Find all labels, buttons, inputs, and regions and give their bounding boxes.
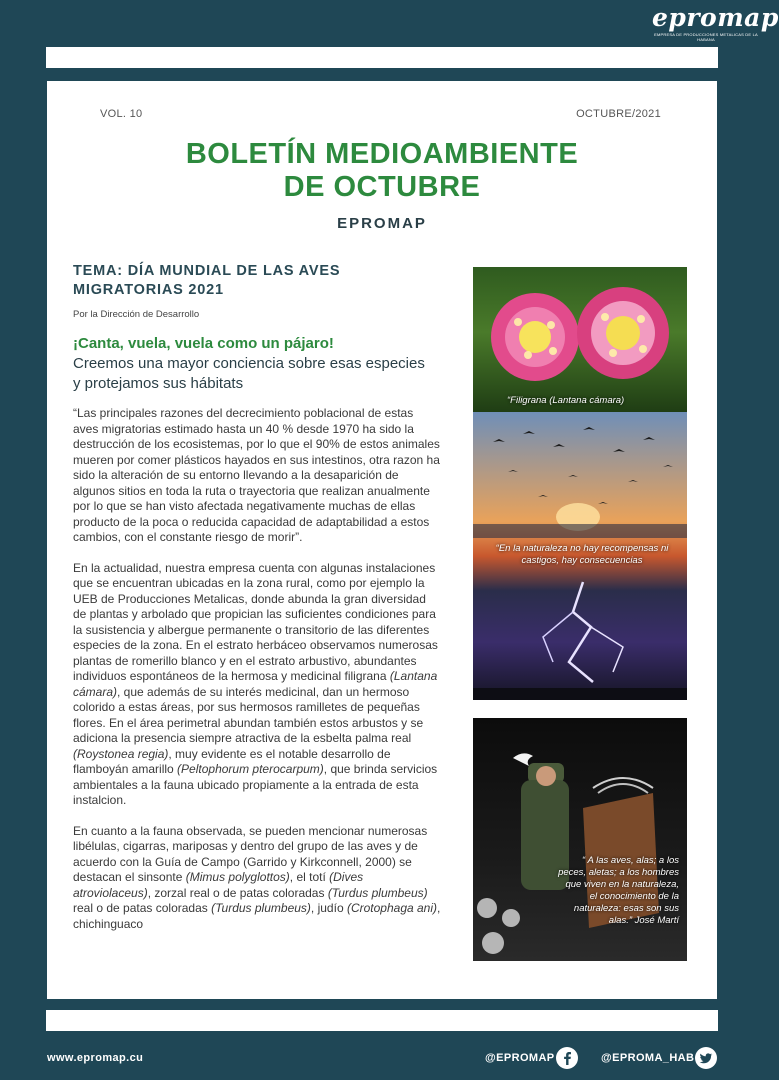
p3-text: , chichinguaco bbox=[73, 901, 441, 931]
p3-species-turdus: (Turdus plumbeus) bbox=[327, 885, 428, 900]
twitter-handle[interactable]: @EPROMA_HAB bbox=[601, 1052, 695, 1064]
topic-line-2: MIGRATORIAS 2021 bbox=[73, 282, 224, 298]
twitter-icon[interactable] bbox=[695, 1047, 717, 1069]
title-line-2: DE OCTUBRE bbox=[283, 171, 481, 203]
p3-species-mimus: (Mimus polyglottos) bbox=[185, 870, 290, 884]
paragraph-1-text: “Las principales razones del decrecimiento poblacional de estas aves migratorias estimado hasta un 40 % desde 1970 ha sido la destrucción de los ecosistemas, por lo que el 90% de estos animales mueren por comer plásticos hayados en sus intestinos, otra razon ha sido la alteración de su entorno llevando a la desaparición de algunos sitios en toda la ruta o trayectoria que realizan anualmente por lo que se han visto afectada negativamente muchas de ellas producto de la poca o reducida capacidad de adaptabilidad a estos cambios, con el constante riesgo de morir”. bbox=[73, 406, 440, 544]
website-link[interactable]: www.epromap.cu bbox=[47, 1052, 144, 1064]
volume-label: VOL. 10 bbox=[100, 108, 143, 120]
topic-heading bbox=[73, 262, 433, 300]
caption-nature: “En la naturaleza no hay recompensas ni castigos, hay consecuencias bbox=[495, 543, 669, 566]
p3-text: , judío bbox=[310, 901, 347, 915]
logo-word: epromap bbox=[652, 3, 779, 32]
p2-species-peltophorum: (Peltophorum pterocarpum) bbox=[177, 762, 324, 776]
p2-text: En la actualidad, nuestra empresa cuenta con algunas instalaciones que se encuentran ubicadas en la zona rural, como por ejemplo la UEB de Producciones Metalicas, donde abunda la gran diversidad de plantas y arbolado que propician las suficientes condiciones para la susistencia y albergue permanente o transitorio de las diferentes especies de la zona. En el estrato herbáceo observamos numerosas plantas de romerillo blanco y en el estrato arbustivo, abundantes individuos espontáneos de la hermosa y medicinal filigrana bbox=[73, 560, 438, 683]
top-bar bbox=[46, 47, 718, 68]
paragraph-1 bbox=[73, 406, 441, 546]
page-title bbox=[47, 138, 717, 204]
epromap-logo bbox=[652, 3, 779, 46]
birds-sunset-photo bbox=[473, 412, 687, 700]
newsletter-page bbox=[47, 81, 717, 999]
title-line-1: BOLETÍN MEDIOAMBIENTE bbox=[185, 138, 579, 170]
p3-text: , zorzal real o de patas coloradas bbox=[147, 885, 328, 900]
lantana-flower-photo bbox=[473, 267, 687, 412]
article-body bbox=[73, 406, 441, 947]
organization-name: EPROMAP bbox=[337, 215, 427, 232]
caption-lantana: “Filigrana (Lantana cámara) bbox=[507, 395, 625, 406]
headline-main: ¡Canta, vuela, vuela como un pájaro! bbox=[73, 335, 334, 352]
facebook-icon[interactable] bbox=[556, 1047, 578, 1069]
p3-text: , el totí bbox=[289, 870, 330, 884]
p3-species-turdus-2: (Turdus plumbeus) bbox=[211, 901, 311, 915]
p2-text: , que brinda servicios ambientales a la fauna ubicado propiamente a la entrada de esta instalcion. bbox=[73, 762, 438, 807]
p2-text: , muy evidente es el notable desarrollo de flamboyán amarillo bbox=[73, 746, 391, 776]
lantana-flower-icon bbox=[473, 267, 687, 412]
topic-line-1: TEMA: DÍA MUNDIAL DE LAS AVES bbox=[73, 263, 341, 279]
caption-marti-quote: “ A las aves, alas; a los peces, aletas; a los hombres que viven en la naturaleza, el conocimiento de la naturaleza: esas son sus alas.” José Martí bbox=[558, 855, 679, 926]
bottom-bar bbox=[46, 1010, 718, 1031]
p3-text: real o de patas coloradas bbox=[73, 901, 212, 915]
paragraph-3 bbox=[73, 824, 441, 933]
headline-sub: Creemos una mayor conciencia sobre esas especies y protejamos sus hábitats bbox=[73, 355, 425, 392]
p3-text: En cuanto a la fauna observada, se pueden mencionar numerosas libélulas, cigarras, mariposas y dentro del grupo de las aves y de acuerdo con la Guía de Campo (Garrido y Kirkconnell, 2000) se destacan el sinsonte bbox=[73, 823, 428, 884]
facebook-handle[interactable]: @EPROMAP bbox=[485, 1052, 555, 1064]
byline: Por la Dirección de Desarrollo bbox=[73, 309, 200, 320]
p2-species-lantana: Lantana cámara) bbox=[73, 669, 438, 699]
p3-species-dives: (Dives atroviolaceus) bbox=[73, 870, 364, 900]
logo-subtitle: EMPRESA DE PRODUCCIONES METALICAS DE LA HABANA bbox=[654, 32, 758, 42]
speaker-podium-photo bbox=[473, 718, 687, 961]
p2-species-roystonea: (Roystonea regia) bbox=[73, 746, 169, 761]
headline bbox=[73, 334, 433, 394]
p3-species-crotophaga: (Crotophaga ani) bbox=[346, 901, 438, 915]
p2-text: , que además de su interés medicinal, dan un hermoso colorido a estas áreas, por sus hermosos ramilletes de pequeñas flores. En el área perimetral abundan también estos arbustos y se adiciona la presencia siempre atractiva de la esbelta palma real bbox=[73, 684, 424, 745]
issue-date: OCTUBRE/2021 bbox=[576, 108, 661, 120]
paragraph-2 bbox=[73, 561, 441, 809]
p2-paren: ( bbox=[389, 669, 394, 683]
